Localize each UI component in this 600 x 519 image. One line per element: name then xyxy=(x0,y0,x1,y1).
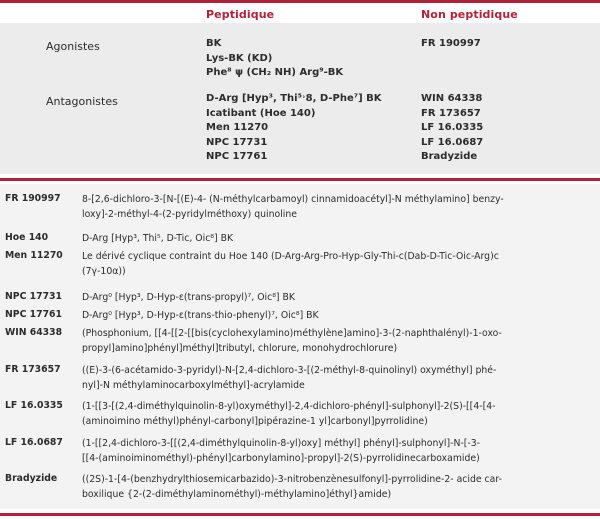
definition-line: nyl]-N méthylaminocarboxylméthyl]-acrylamide xyxy=(82,379,305,391)
glossary-definition xyxy=(82,327,592,356)
glossary-definition xyxy=(82,364,592,393)
table-cell: FR 173657 xyxy=(421,107,481,119)
definition-line: propyl]amino]phényl]méthyl]tributyl, chlorure, monohydrochlorure) xyxy=(82,342,398,354)
glossary-term: LF 16.0687 xyxy=(5,437,63,448)
table-cell: LF 16.0687 xyxy=(421,136,484,148)
definition-line: (1-[[3-[(2,4-diméthylquinolin-8-yl)oxyméthyl]-2,4-dichloro-phényl]-sulphonyl]-2(S)-[[4-[4- xyxy=(82,401,496,412)
table-cell: Phe⁸ ψ (CH₂ NH) Arg⁹-BK xyxy=(206,67,344,79)
header-peptidique: Peptidique xyxy=(206,8,275,21)
glossary-term: NPC 17761 xyxy=(5,309,62,320)
glossary-definition xyxy=(82,437,592,466)
definition-line: (1-[[2,4-dichloro-3-[[(2,4-diméthylquinolin-8-yl)oxy] méthyl] phényl]-sulphonyl]-N-[-3- xyxy=(82,438,481,449)
glossary-term: LF 16.0335 xyxy=(5,400,63,411)
glossary-definition xyxy=(82,232,592,247)
table-cell: Icatibant (Hoe 140) xyxy=(206,107,316,119)
agonistes-non-peptidique xyxy=(421,37,481,52)
table-cell: LF 16.0335 xyxy=(421,122,484,134)
row-label-antagonistes: Antagonistes xyxy=(46,95,118,108)
definition-line: [[4-(aminoiminométhyl)-phényl]carbonylamino]-propyl]-2(S)-pyrrolidinecarboxamide) xyxy=(82,452,480,464)
table-cell: D-Arg [Hyp³, Thi⁵˒8, D-Phe⁷] BK xyxy=(206,93,382,104)
antagonistes-non-peptidique xyxy=(421,92,483,165)
definition-line: (Phosphonium, [[4-[[2-[[bis(cyclohexylamino)méthylène]amino]-3-(2-naphthalényl)-1-oxo- xyxy=(82,328,502,339)
glossary-term: NPC 17731 xyxy=(5,291,62,302)
glossary-definition xyxy=(82,309,592,324)
glossary-definition xyxy=(82,473,592,502)
glossary-term: Bradyzide xyxy=(5,473,58,484)
definition-line: Le dérivé cyclique contraint du Hoe 140 (D-Arg-Arg-Pro-Hyp-Gly-Thi-c(Dab-D-Tic-Oic-Arg)c xyxy=(82,251,499,262)
definition-line: (aminoimino méthyl)phényl-carbonyl]pipérazine-1 yl]carbonyl]pyrrolidine) xyxy=(82,415,428,427)
table-cell: BK xyxy=(206,38,222,49)
definition-line: ((E)-3-(6-acétamido-3-pyridyl)-N-[2,4-dichloro-3-[(2-méthyl-8-quinolinyl) oxyméthyl] phé- xyxy=(82,365,497,376)
glossary-definition xyxy=(82,250,592,279)
definition-line: D-Arg⁰ [Hyp³, D-Hyp-ɛ(trans-propyl)⁷, Oic⁸] BK xyxy=(82,292,295,303)
definition-line: D-Arg [Hyp³, Thi⁵, D-Tic, Oic⁸] BK xyxy=(82,233,234,244)
definition-line: boxilique {2-(2-diméthylaminométhyl)-méthylamino]éthyl}amide) xyxy=(82,488,392,500)
definition-line: loxy]-2-méthyl-4-(2-pyridylméthoxy) quinoline xyxy=(82,208,297,220)
antagonistes-peptidique xyxy=(206,92,382,165)
table-cell: NPC 17761 xyxy=(206,151,268,163)
table-cell: NPC 17731 xyxy=(206,136,268,148)
table-cell: Bradyzide xyxy=(421,151,478,163)
definition-line: (7γ-10α)) xyxy=(82,265,126,277)
definition-line: ((2S)-1-[4-(benzhydrylthiosemicarbazido)-3-nitrobenzènesulfonyl]-pyrrolidine-2- acide car- xyxy=(82,474,502,485)
header-non-peptidique: Non peptidique xyxy=(421,8,518,21)
agonistes-peptidique xyxy=(206,37,343,81)
definition-line: 8-[2,6-dichloro-3-[N-[(E)-4- (N-méthylcarbamoyl) cinnamidoacétyl]-N méthylamino] benzy- xyxy=(82,194,504,205)
table-cell: Lys-BK (KD) xyxy=(206,52,273,64)
bottom-rule xyxy=(0,513,600,516)
glossary-term: Hoe 140 xyxy=(5,232,49,243)
middle-rule xyxy=(0,178,600,181)
definition-line: D-Arg⁰ [Hyp³, D-Hyp-ɛ(trans-thio-phenyl)⁷, Oic⁸] BK xyxy=(82,310,319,321)
row-label-agonistes: Agonistes xyxy=(46,40,100,53)
glossary-definition xyxy=(82,400,592,429)
table-cell: FR 190997 xyxy=(421,38,481,49)
glossary-term: WIN 64338 xyxy=(5,327,63,338)
glossary-term: FR 190997 xyxy=(5,193,61,204)
glossary-definition xyxy=(82,291,592,306)
table-cell: Men 11270 xyxy=(206,122,269,134)
glossary-term: FR 173657 xyxy=(5,364,61,375)
table-cell: WIN 64338 xyxy=(421,93,483,104)
glossary-definition xyxy=(82,193,592,222)
glossary-term: Men 11270 xyxy=(5,250,63,261)
